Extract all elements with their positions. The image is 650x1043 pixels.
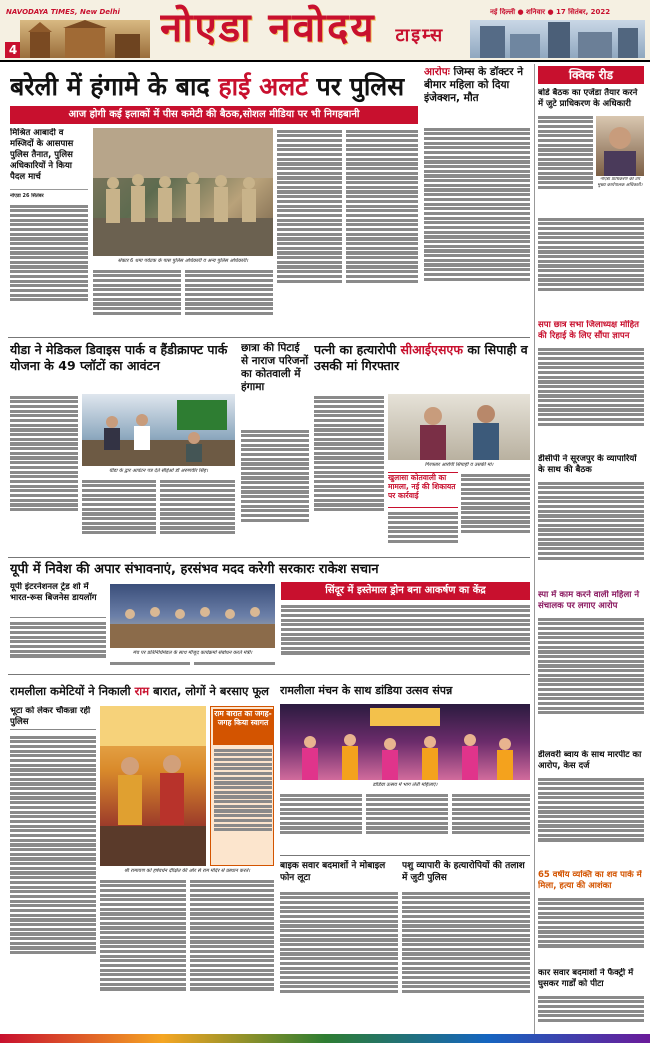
- husband-photo: [388, 394, 530, 460]
- lead-subhead: आज होगी कई इलाकों में पीस कमेटी की बैठक,सोशल मीडिया पर भी निगहबानी: [10, 106, 418, 124]
- up-photo: [110, 584, 275, 648]
- quick-item-2-body: [538, 346, 644, 451]
- doctor-label: आरोपः: [424, 66, 450, 78]
- quick-item-5-body: [538, 776, 644, 868]
- bike-body: [280, 890, 398, 1030]
- quick-item-1-caption: नोएडा प्राधिकरण की उप मुख्य कार्यपालक अधिकारी।: [597, 177, 643, 188]
- ram-body-col1: [10, 734, 96, 1030]
- lead-photo-caption: सेक्टर 6 धमा पर्यटक के पास पुलिस अधिकारी व अन्य पुलिस अधिकारी।: [117, 258, 249, 264]
- lead-headline: बरेली में हंगामे के बाद हाई अलर्ट पर पुलिस: [10, 72, 405, 101]
- dandiya-headline: रामलीला मंचन के साथ डांडिया उत्सव संपन्न: [280, 684, 453, 697]
- quick-read-column: [534, 64, 646, 1039]
- up-caption: मंच पर प्रतिनिधिमंडल के साथ मौजूद कार्यक्रमों संबोधन करते मंत्री।: [132, 650, 253, 656]
- bike-headline: बाइक सवार बदमाशों ने मोबाइल फोन लूटा: [280, 861, 386, 883]
- student-body: [241, 428, 309, 554]
- quick-item-6-head: 65 वर्षीय व्यक्ति का शव पार्क में मिला, हत्या की आशंका: [538, 870, 642, 891]
- lead-body-col5: [346, 128, 418, 334]
- up-body-col3: [194, 660, 275, 672]
- dandiya-body-col1: [280, 792, 362, 852]
- yida-body-col1: [10, 394, 78, 554]
- paper-title: नोएडा नवोदय टाइम्स: [160, 5, 445, 51]
- quick-item-1-photo: [596, 116, 644, 176]
- lead-dateline: नोएडा 26 सितंबर: [10, 193, 44, 199]
- quick-item-6-body: [538, 896, 644, 966]
- animal-body: [402, 890, 530, 1030]
- yida-photo: [82, 394, 235, 466]
- husband-body-col1: [314, 394, 384, 554]
- lead-kicker: मिश्रित आबादी व मस्जिदों के आसपास पुलिस तैनात, पुलिस अधिकारियों ने किया पैदल मार्च: [10, 128, 88, 190]
- animal-headline: पशु व्यापारी के हत्यारोपियों की तलाश में जुटी पुलिस: [402, 861, 525, 883]
- quick-read-title: क्विक रीड: [538, 66, 644, 84]
- quick-item-1-body: [538, 114, 593, 214]
- quick-item-4-body: [538, 616, 644, 748]
- yida-body-col3: [160, 478, 235, 554]
- husband-headline: पत्नी का हत्यारोपी सीआईएसएफ का सिपाही व उसकी मां गिरफ्तार: [314, 342, 528, 373]
- ram-body-col2: [100, 878, 186, 1030]
- ram-subhead: भूटा को लेकर चौकन्ना रही पुलिस: [10, 706, 96, 730]
- section-rule-3: [8, 674, 530, 675]
- up-headline: यूपी में निवेश की अपार संभावनाएं, हरसंभव मदद करेगी सरकारः राकेश सचान: [10, 562, 379, 577]
- ram-box: [210, 706, 274, 866]
- masthead-banner-art: [20, 20, 150, 58]
- husband-body-col3: [461, 472, 530, 554]
- masthead-rule: [0, 60, 650, 62]
- quick-item-3-body: [538, 480, 644, 588]
- quick-item-4-head: स्पा में काम करने वाली महिला ने संचालक पर लगाए आरोप: [538, 590, 640, 611]
- husband-body-col2: [388, 510, 458, 554]
- yida-caption: यीडा के द्वार आवंटन पत्र देते सीईओ डॉ अरुणवीर सिंह।: [109, 468, 208, 474]
- quick-item-7-body: [538, 994, 644, 1036]
- husband-caption: गिरफ्तार आरोपी सिपाही व उसकी मां।: [424, 462, 494, 468]
- dandiya-photo: [280, 704, 530, 780]
- doctor-headline: आरोपः जिम्स के डॉक्टर ने बीमार महिला को दिया इंजेक्शन, मौत: [424, 66, 524, 104]
- footer-rule: [0, 1034, 650, 1043]
- student-headline: छात्रा की पिटाई से नाराज परिजनों का कोतवाली में हंगामा: [241, 342, 309, 393]
- yida-body-col2: [82, 478, 156, 554]
- quick-item-7-head: कार सवार बदमाशों ने फैक्ट्री में घुसकर गार्डों को पीटा: [538, 968, 634, 989]
- page-number: 4: [5, 42, 21, 58]
- masthead-left-tag: NAVODAYA TIMES, New Delhi: [6, 8, 120, 16]
- quick-item-1-head: बोर्ड बैठक का एजेंडा तैयार करने में जुटे प्राधिकरण के अधिकारी: [538, 88, 638, 109]
- ram-caption: श्री रामायण को हर्षवर्धन दीक्षित की ओर से राम मंदिर से प्रस्थान करते।: [124, 868, 250, 874]
- quick-item-2-head: सपा छात्र सभा जिलाध्यक्ष मोहित की रिहाई के लिए सौंपा ज्ञापन: [538, 320, 639, 341]
- ram-body-col3: [190, 878, 274, 1030]
- up-trade-show-head: यूपी इंटरनेशनल ट्रेड शो में भारत-रूस बिजनेस डायलॉग: [10, 582, 106, 618]
- quick-item-1-body2: [538, 216, 644, 316]
- ram-box-head: राम बारात का जगह-जगह किया स्वागत: [213, 709, 273, 745]
- lead-photo: [93, 128, 273, 256]
- lead-body-col4: [277, 128, 342, 334]
- quick-item-5-head: डीलवरी ब्वाय के साथ मारपीट का आरोप, केस दर्ज: [538, 750, 642, 771]
- section-rule-4: [280, 855, 530, 856]
- dandiya-body-col3: [452, 792, 530, 852]
- husband-pullquote: खुलासा कोतवाली का मामला, नई की शिकायत पर कार्रवाई: [388, 472, 458, 508]
- dandiya-body-col2: [366, 792, 448, 852]
- masthead-right-art: [470, 20, 645, 58]
- ram-headline: रामलीला कमेटियों ने निकाली राम बारात, लोगों ने बरसाए फूल: [10, 684, 269, 698]
- masthead: [0, 0, 650, 60]
- paper-suffix: टाइम्स: [395, 25, 445, 46]
- yida-headline: यीडा ने मेडिकल डिवाइस पार्क व हैंडीक्राफ्ट पार्क योजना के 49 प्लॉटों का आवंटन: [10, 342, 228, 373]
- ram-box-body: [214, 747, 272, 863]
- lead-body-col3: [185, 268, 273, 334]
- sindoor-body: [281, 603, 530, 671]
- lead-body-col2: [93, 268, 181, 334]
- sindoor-headline: सिंदूर में इस्तेमाल ड्रोन बना आकर्षण का केंद्र: [281, 582, 530, 600]
- up-body-col2: [110, 660, 190, 672]
- doctor-body: [424, 126, 530, 334]
- quick-item-3-head: डीसीपी ने सूरजपुर के व्यापारियों के साथ की बैठक: [538, 454, 637, 475]
- date-line: नई दिल्ली ● शनिवार ● 17 सितंबर, 2022: [490, 8, 611, 16]
- up-body-col1: [10, 620, 106, 670]
- section-rule-1: [8, 337, 530, 338]
- section-rule-2: [8, 557, 530, 558]
- ram-photo: [100, 706, 206, 866]
- dandiya-caption: डांडिया उत्सव में भाग लेती महिलाएं।: [372, 782, 438, 788]
- lead-body-col1: [10, 203, 88, 333]
